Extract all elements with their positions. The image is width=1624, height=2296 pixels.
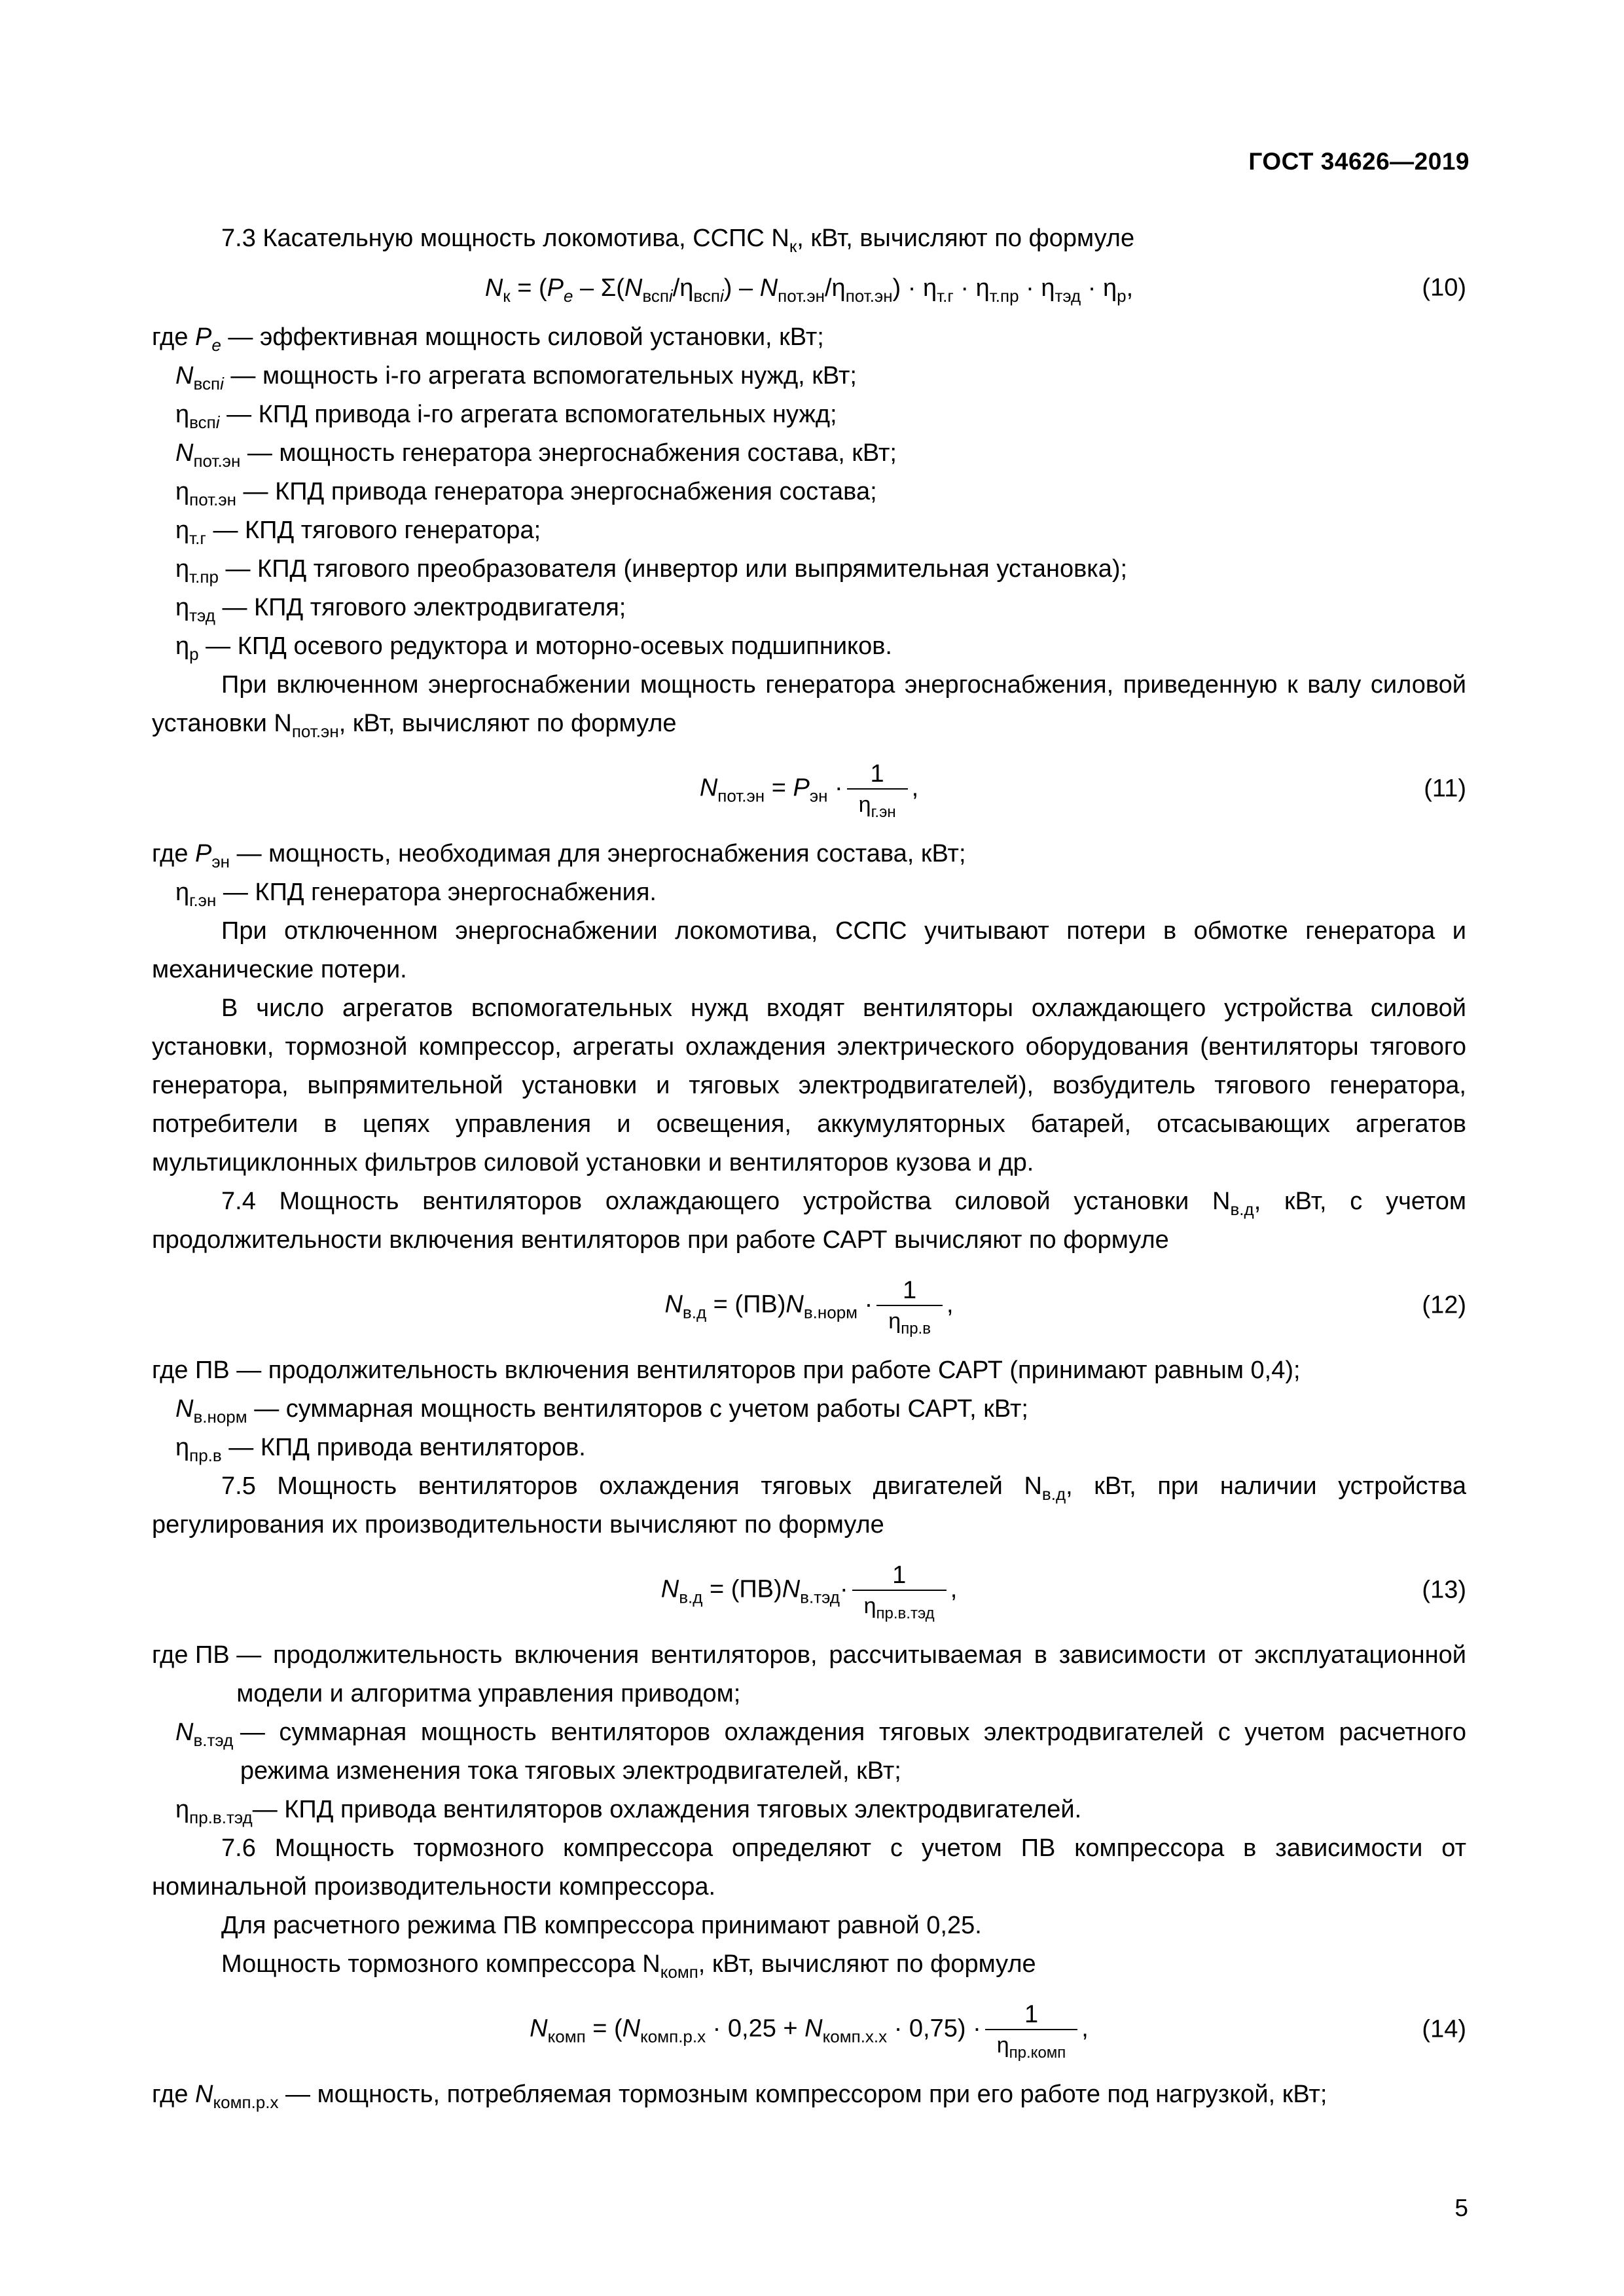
equation-11 bbox=[152, 743, 1466, 835]
definition-item: $\eta_{т.г}$ — КПД тягового генератора; bbox=[175, 517, 541, 548]
equation-10-number: (10) bbox=[1422, 274, 1466, 302]
definitions-eq12 bbox=[152, 1351, 1466, 1467]
paragraph-energy-off: При отключенном энергоснабжении локомотива, ССПС учитывают потери в обмотке генератора и механические потери. bbox=[152, 917, 1466, 983]
definition-item: $\eta_р$ — КПД осевого редуктора и моторно-осевых подшипников. bbox=[175, 632, 892, 664]
page-number: 5 bbox=[1454, 2195, 1468, 2221]
definition-item: где ПВ — продолжительность включения вентиляторов, рассчитываемая в зависимости от эксплуатационной модели и алгоритма управления приводом; bbox=[152, 1641, 1466, 1707]
equation-10 bbox=[152, 258, 1466, 318]
equation-12-body: $N_{в.д} = (ПВ)N_{в.норм}$ · $\frac{1}{\eta_{пр.в}}$ , bbox=[664, 1276, 954, 1338]
section-7-5: 7.5 Мощность вентиляторов охлаждения тяговых двигателей $N_{в.д}$, кВт, при наличии устройства регулирования их производительности вычисляют по формуле bbox=[152, 1472, 1466, 1539]
paragraph-pv-compressor: Для расчетного режима ПВ компрессора принимают равной 0,25. bbox=[221, 1912, 982, 1939]
definition-item: где ПВ — продолжительность включения вентиляторов при работе САРТ (принимают равным 0,4); bbox=[152, 1357, 1301, 1384]
definitions-eq14 bbox=[152, 2075, 1466, 2114]
definition-item: $\eta_{вспi}$ — КПД привода i-го агрегата вспомогательных нужд; bbox=[175, 401, 837, 432]
paragraph-compressor-power: Мощность тормозного компрессора $N_{комп}$, кВт, вычисляют по формуле bbox=[221, 1950, 1036, 1982]
definitions-eq10 bbox=[152, 318, 1466, 666]
definition-item: где $P_e$ — эффективная мощность силовой установки, кВт; bbox=[152, 323, 824, 355]
definitions-eq13 bbox=[152, 1636, 1466, 1829]
definition-item: $N_{вспi}$ — мощность i-го агрегата вспомогательных нужд, кВт; bbox=[175, 362, 857, 393]
definition-item: $\eta_{тэд}$ — КПД тягового электродвигателя; bbox=[175, 594, 626, 625]
equation-14-number: (14) bbox=[1422, 2015, 1466, 2043]
definition-item: где $P_{эн}$ — мощность, необходимая для энергоснабжения состава, кВт; bbox=[152, 840, 966, 871]
section-7-3-intro: 7.3 Касательную мощность локомотива, ССПС $N_к$, кВт, вычисляют по формуле bbox=[221, 225, 1135, 256]
equation-11-number: (11) bbox=[1424, 774, 1466, 803]
equation-13 bbox=[152, 1544, 1466, 1636]
section-7-6: 7.6 Мощность тормозного компрессора определяют с учетом ПВ компрессора в зависимости от номинальной производительности компрессора. bbox=[152, 1834, 1466, 1901]
definition-item: $\eta_{пот.эн}$ — КПД привода генератора энергоснабжения состава; bbox=[175, 478, 877, 509]
definition-item: $\eta_{т.пр}$ — КПД тягового преобразователя (инвертор или выпрямительная установка); bbox=[175, 555, 1128, 587]
equation-12 bbox=[152, 1260, 1466, 1351]
paragraph-aux-units: В число агрегатов вспомогательных нужд входят вентиляторы охлаждающего устройства силовой установки, тормозной компрессор, агрегаты охлаждения электрического оборудования (вентиляторы тягового генератора, выпрямительной установки и тяговых электродвигателей), возбудитель тягового генератора, потребители в цепях управления и освещения, аккумуляторных батарей, отсасывающих агрегатов мультициклонных фильтров силовой установки и вентиляторов кузова и др. bbox=[152, 994, 1466, 1176]
definition-item: $N_{в.норм}$ — суммарная мощность вентиляторов с учетом работы САРТ, кВт; bbox=[175, 1395, 1028, 1427]
section-7-4: 7.4 Мощность вентиляторов охлаждающего устройства силовой установки $N_{в.д}$, кВт, с учетом продолжительности включения вентиляторов при работе САРТ вычисляют по формуле bbox=[152, 1188, 1466, 1254]
definition-item: $N_{в.тэд}$ — суммарная мощность вентиляторов охлаждения тяговых электродвигателей с учетом расчетного режима изменения тока тяговых электродвигателей, кВт; bbox=[175, 1719, 1466, 1785]
document-body bbox=[152, 219, 1466, 2114]
equation-10-body: $N_к = (P_e - \Sigma(N_{вспi}/\eta_{вспi}) - N_{пот.эн}/\eta_{пот.эн}) \cdot \eta_{т.г} \cdot \eta_{т.пр} \cdot \eta_{тэд} \cdot \eta_р$, bbox=[484, 274, 1134, 306]
equation-12-number: (12) bbox=[1422, 1291, 1466, 1319]
definition-item: $N_{пот.эн}$ — мощность генератора энергоснабжения состава, кВт; bbox=[175, 439, 897, 471]
definition-item: $\eta_{пр.в.тэд}$ — КПД привода вентиляторов охлаждения тяговых электродвигателей. bbox=[175, 1796, 1082, 1827]
definitions-eq11 bbox=[152, 835, 1466, 912]
paragraph-energy-supply: При включенном энергоснабжении мощность генератора энергоснабжения, приведенную к валу силовой установки $N_{пот.эн}$, кВт, вычисляют по формуле bbox=[152, 671, 1466, 741]
equation-11-body: $N_{пот.эн} = P_{эн}$ · $\frac{1}{\eta_{г.эн}}$ , bbox=[699, 759, 919, 822]
equation-13-number: (13) bbox=[1422, 1576, 1466, 1604]
document-header-id: ГОСТ 34626—2019 bbox=[1248, 148, 1470, 175]
definition-item: $\eta_{пр.в}$ — КПД привода вентиляторов. bbox=[175, 1434, 586, 1465]
equation-13-body: $N_{в.д} = (ПВ)N_{в.тэд}\cdot$ $\frac{1}{\eta_{пр.в.тэд}}$ , bbox=[660, 1561, 958, 1623]
definition-item: где $N_{комп.р.х}$ — мощность, потребляемая тормозным компрессором при его работе под нагрузкой, кВт; bbox=[152, 2081, 1327, 2112]
equation-14 bbox=[152, 1984, 1466, 2075]
definition-item: $\eta_{г.эн}$ — КПД генератора энергоснабжения. bbox=[175, 879, 657, 910]
equation-14-body: $N_{комп} = (N_{комп.р.х} \cdot 0,25 + N_{комп.х.х} \cdot 0,75)$ · $\frac{1}{\eta_{пр.комп}}$ , bbox=[530, 2000, 1089, 2062]
